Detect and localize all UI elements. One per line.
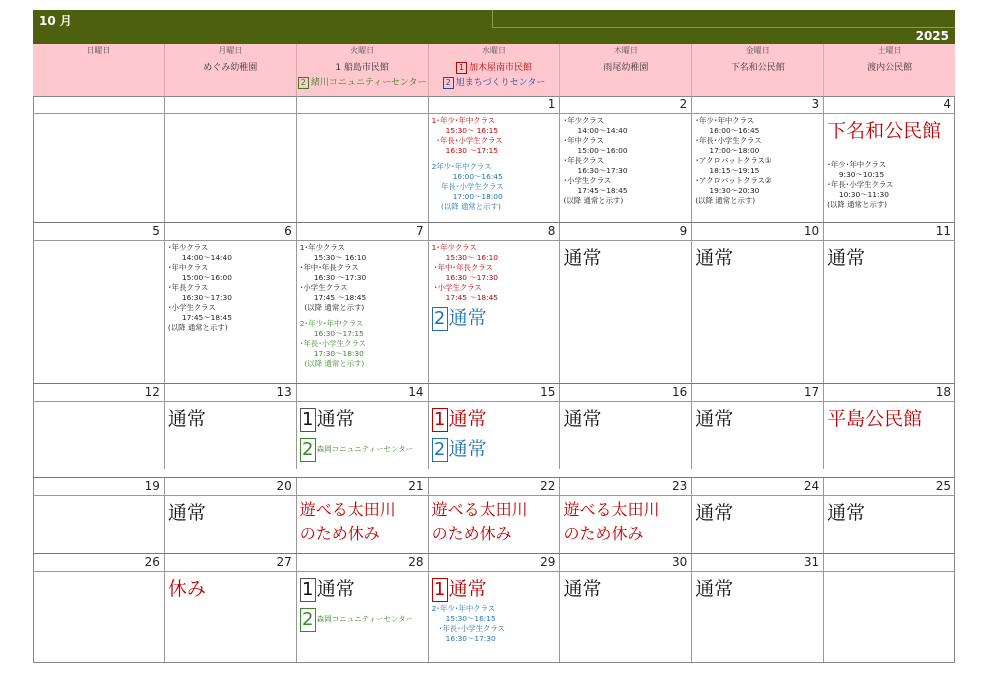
cell-oct-17: 通常 [691,402,823,469]
cell-oct-29: 1 通常 2･年少･年中クラス 15:30～16:15 ･年長･小学生クラス 16:30～17:30 [428,572,560,662]
cell-oct-24: 通常 [691,496,823,563]
cell-oct-25: 通常 [823,496,955,563]
location-fri: 下名和公民館 [691,57,823,96]
cell-oct-8: 1･年少クラス 15:30～ 16:10 ･年中･年長クラス 16:30 ～17:30 ･小学生クラス 17:45 ～18:45 2 通常 [428,241,560,383]
cell-oct-16: 通常 [559,402,691,469]
weekday-row [33,44,955,57]
location-tue-1: 1 船島市民館 [335,63,389,73]
week1-dates: 1 2 3 4 [33,96,955,113]
cell-oct-6: ･年少クラス 14:00～14:40 ･年中クラス 15:00～16:00 ･年長クラス 16:30～17:30 ･小学生クラス 17:45～18:45 (以降 通常と示す) [164,241,296,383]
week5-cells [33,572,955,662]
cell-oct-23: 遊べる太田川 のため休み [559,496,691,563]
weekday-fri: 金曜日 [691,44,823,57]
weekday-thu: 木曜日 [559,44,691,57]
cell-oct-21: 遊べる太田川 のため休み [296,496,428,563]
cell-oct-31: 通常 [691,572,823,662]
weekday-sat: 土曜日 [823,44,955,57]
location-mon: めぐみ幼稚園 [164,57,296,96]
cell-oct-7: 1･年少クラス 15:30～ 16:10 ･年中･年長クラス 16:30 ～17:30 ･小学生クラス 17:45 ～18:45 (以降 通常と示す) 2･年少･年中クラス 16:30～17:15 ･年長･小学生クラス 17:30～18:30 (以降 通常と示す) [296,241,428,383]
location-tue [296,57,428,96]
week2-cells [33,241,955,383]
month-label: 10 月 [39,14,72,28]
cell-oct-11: 通常 [823,241,955,383]
cell-oct-27: 休み [164,572,296,662]
cell-oct-13: 通常 [164,402,296,469]
cell-oct-18: 平島公民館 [823,402,955,469]
location-tue-2: 2 緒川コニュニティーセンター [297,76,428,91]
location-row [33,57,955,96]
week2-dates: 5 6 7 8 9 10 11 [33,223,955,240]
weekday-sun: 日曜日 [86,46,111,55]
week3-dates: 12 13 14 15 16 17 18 [33,384,955,401]
cell-oct-9: 通常 [559,241,691,383]
week3-cells [33,402,955,469]
location-wed [428,57,560,96]
week5-dates: 26 27 28 29 30 31 [33,554,955,571]
location-sun [33,57,164,96]
location-wed-1: 1 加木屋南市民館 [429,61,560,76]
cell-oct-20: 通常 [164,496,296,563]
weekday-tue: 火曜日 [296,44,428,57]
year-label: 2025 [915,29,949,43]
calendar-header [33,10,955,44]
weekday-mon: 月曜日 [164,44,296,57]
cell-oct-22: 遊べる太田川 のため休み [428,496,560,563]
location-wed-2: 2 旭まちづくりセンター [429,76,560,91]
cell-oct-14: 1 通常 2 森岡コニュニティーセンター [296,402,428,469]
calendar [33,10,955,663]
location-thu: 雨尾幼稚園 [559,57,691,96]
location-sat: 渡内公民館 [823,57,955,96]
weekday-wed: 水曜日 [428,44,560,57]
cell-oct-15: 1 通常 2 通常 [428,402,560,469]
cell-oct-4: 下名和公民館 ･年少･年中クラス 9:30～10:15 ･年長･小学生クラス 10:30～11:30 (以降 通常と示す) [823,114,955,222]
cell-oct-28: 1 通常 2 森岡コニュニティーセンター [296,572,428,662]
week4-dates: 19 20 21 22 23 24 25 [33,478,955,495]
cell-oct-3: ･年少･年中クラス 16:00～16:45 ･年長･小学生クラス 17:00～18:00 ･アクロバットクラス① 18:15～19:15 ･アクロバットクラス② 19:30～20:30 (以降 通常と示す) [691,114,823,222]
week1-cells [33,114,955,222]
cell-oct-2: ･年少クラス 14:00～14:40 ･年中クラス 15:00～16:00 ･年長クラス 16:30～17:30 ･小学生クラス 17:45～18:45 (以降 通常と示す) [559,114,691,222]
cell-oct-1: 1･年少･年中クラス 15:30～ 16:15 ･年長･小学生クラス 16:30 ～17:15 2年少･年中クラス 16:00～16:45 年長･小学生クラス 17:00～18:00 (以降 通常と示す) [428,114,560,222]
cell-oct-30: 通常 [559,572,691,662]
cell-oct-10: 通常 [691,241,823,383]
